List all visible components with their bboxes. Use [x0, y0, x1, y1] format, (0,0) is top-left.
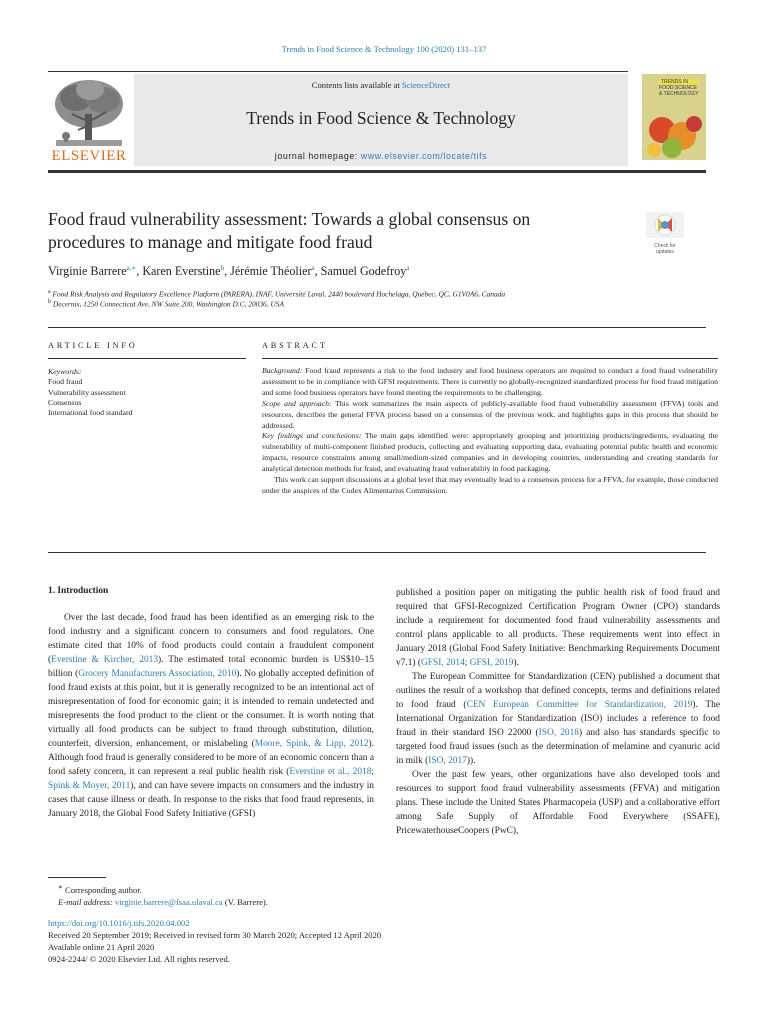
body-column-right [396, 586, 720, 838]
reference-link[interactable]: Spink & Moyer, 2011 [48, 781, 131, 791]
reference-link[interactable]: Moore, Spink, & Lipp, 2012 [254, 739, 369, 749]
affiliation: $^a$ Food Risk Analysis and Regulatory Excellence Platform (PARERA), INAF, Université Laval, 2440 boulevard Hochelaga, Québec, QC, G1V0A6, Canada [48, 289, 506, 299]
abstract-paragraph: Scope and approach: This work summarizes the main aspects of publicly-available food fraud vulnerability assessment (FFVA) tools and resources, describes the general FFVA process based on a consensus of the previous work, and highlights gaps in this process that should be addressed. [262, 398, 718, 430]
author-affiliation-mark[interactable]: a,∗ [126, 264, 137, 272]
keywords-label: Keywords: [48, 367, 82, 376]
body-paragraph: The European Committee for Standardization (CEN) published a document that outlines the result of a workshop that defined concepts, terms and definitions related to food fraud (CEN European Committee for Standardization, 2019). The International Organization for Standardization (ISO) includes a reference to food fraud in their standard ISO 22000 (ISO, 2018) and also has standards specific to targeted food fraud issues (such as the determination of melamine and cyanuric acid in milk (ISO, 2017)). [396, 672, 720, 766]
reference-link[interactable]: GFSI, 2014 [421, 658, 465, 668]
publisher-name: ELSEVIER [51, 148, 127, 164]
corresponding-author-note: ∗ Corresponding author. [58, 883, 142, 895]
reference-link[interactable]: CEN European Committee for Standardization, 2019 [466, 700, 693, 710]
homepage-line: journal homepage: www.elsevier.com/locate/tifs [274, 151, 488, 161]
available-line: Available online 21 April 2020 [48, 941, 155, 952]
affiliation: $^b$ Decernis, 1250 Connecticut Ave, NW Suite 200, Washington D.C, 20036, USA [48, 299, 284, 309]
body-paragraph: Over the past few years, other organizations have also developed tools and resources to support food fraud vulnerability assessments (FFVA) and mitigation plans. These include the United States Pharmacopeia (USP) and a collaborative effort among Safe Supply of Affordable Food Everywhere (SSAFE), PricewaterhouseCoopers (PwC), [396, 770, 720, 836]
keyword: Vulnerability assessment [48, 387, 126, 397]
reference-link[interactable]: Grocery Manufacturers Association, 2010 [78, 669, 237, 679]
abstract-paragraph: Key findings and conclusions: The main gaps identified were: appropriately grouping and prioritizing products/ingredients, evaluating the vulnerability of multi-component finished products, collecting and evaluating supporting data, evaluating potential public health and economic impacts, resource constraints among small/medium-sized companies and in developing countries, understanding and creating standards for analytical detection methods for fraud, and evaluating fraud vulnerability in food packaging. [262, 431, 718, 474]
reference-link[interactable]: ISO, 2017 [428, 756, 467, 766]
author-name[interactable]: Virginie Barrere [48, 264, 127, 279]
abstract-paragraph: Background: Food fraud represents a risk to the food industry and food business operators are required to conduct a food fraud vulnerability assessment to be in compliance with GFSI requirements. There is currently no globally-recognized standardized process for food fraud mitigation and some food business operators have found meeting the requirements to be challenging. [262, 366, 718, 397]
sciencedirect-link[interactable]: ScienceDirect [402, 80, 451, 90]
abstract-rule [262, 358, 718, 359]
crossmark-label: updates [656, 249, 674, 255]
email-link[interactable]: virginie.barrere@fsaa.ulaval.ca [114, 896, 223, 907]
author-affiliation-mark[interactable]: a [406, 264, 410, 272]
footnotes [48, 881, 708, 965]
crossmark-label: Check for [654, 243, 676, 249]
homepage-link[interactable]: www.elsevier.com/locate/tifs [360, 151, 488, 161]
abstract-heading: ABSTRACT [262, 341, 328, 350]
reference-link[interactable]: ISO, 2018 [538, 728, 579, 738]
author-name[interactable]: Karen Everstine [142, 264, 221, 279]
reference-link[interactable]: GFSI, 2019 [469, 658, 514, 668]
crossmark-icon [646, 212, 684, 238]
journal-title: Trends in Food Science & Technology [246, 108, 516, 128]
article-title: Food fraud vulnerability assessment: Towards a global consensus on procedures to manage and mitigate food fraud [48, 209, 531, 252]
copyright-line: 0924-2244/ © 2020 Elsevier Ltd. All rights reserved. [48, 953, 230, 964]
body-paragraph: published a position paper on mitigating the public health risk of food fraud and required that GFSI-Recognized Certification Program Owner (CPO) standards include a requirement for documented food fraud vulnerability assessments and control plans applicable to all products. These requirements went into effect in January 2018 (Global Food Safety Initiative: Benchmarking Requirements Document v7.1) (GFSI, 2014; GFSI, 2019). [396, 588, 720, 668]
reference-link[interactable]: Everstine et al., 2018 [289, 767, 372, 777]
body-paragraph: Over the last decade, food fraud has been identified as an emerging risk to the food industry and a significant concern to consumers and food regulators. One estimate cited that 10% of food products could contain a fraudulent component (Everstine & Kircher, 2013). The estimated total economic burden is US$10–15 billion (Grocery Manufacturers Association, 2010). No globally accepted definition of food fraud exists at this point, but it is generally recognized to be an intentional act of misrepresentation of food for economic gain; it is intended to remain undetected and misrepresents the food product to the client or the consumer. It is worth noting that virtually all food products can be subject to fraud through substitution, dilution, counterfeit, diversion, enhancement, or mislabeling (Moore, Spink, & Lipp, 2012). Although food fraud is generally considered to be more of an economic concern than a food safety concern, it can represent a real public health risk (Everstine et al., 2018; Spink & Moyer, 2011), and can have severe impacts on consumers and the industry in cases that cause illness or death. In response to the risks that food fraud represents, in January 2018, the Global Food Safety Initiative (GFSI) [48, 613, 375, 819]
author-affiliation-mark[interactable]: b [220, 264, 225, 272]
doi-link[interactable]: https://doi.org/10.1016/j.tifs.2020.04.002 [48, 917, 190, 928]
keyword: International food standard [48, 408, 133, 418]
reference-link[interactable]: Everstine & Kircher, 2013 [51, 655, 159, 665]
author-name[interactable]: Jérémie Théolier [230, 264, 312, 279]
footnote-rule [48, 877, 106, 878]
journal-citation[interactable]: Trends in Food Science & Technology 100 (2020) 131–137 [281, 44, 487, 54]
body-column-left [48, 611, 374, 821]
contents-line: Contents lists available at ScienceDirect [311, 80, 451, 90]
author-name[interactable]: Samuel Godefroy [320, 264, 407, 279]
header-rule-bottom [48, 170, 706, 173]
author-affiliation-mark[interactable]: a [311, 264, 315, 272]
author-list: Virginie Barrere$^{a,∗}$, Karen Everstine$^b$, Jérémie Théolier$^a$, Samuel Godefroy$^a$ [48, 264, 410, 279]
doi-line [48, 917, 708, 929]
keywords-block [48, 367, 132, 418]
email-note: E-mail address: virginie.barrere@fsaa.ulaval.ca (V. Barrere). [58, 896, 268, 907]
keyword: Food fraud [48, 377, 83, 387]
section-divider [48, 327, 706, 328]
introduction-heading: 1. Introduction [48, 586, 109, 596]
article-info-rule [48, 358, 246, 359]
cover-title-line: TRENDS IN [659, 79, 699, 85]
section-divider [48, 552, 706, 553]
cover-title-line: FOOD SCIENCE [659, 85, 698, 91]
article-info-heading: ARTICLE INFO [48, 341, 138, 350]
header-rule-top [48, 71, 628, 72]
elsevier-logo[interactable] [48, 74, 130, 166]
abstract-paragraph: This work can support discussions at a global level that may eventually lead to a consensus process for a FFVA, for example, those conducted under the auspices of the Codex Alimentarius Commission. [262, 475, 718, 495]
cover-title-line: & TECHNOLOGY [659, 91, 699, 97]
abstract-body [262, 366, 718, 497]
check-for-updates-badge[interactable] [646, 212, 684, 254]
journal-cover-image[interactable] [642, 74, 706, 160]
keyword: Consensus [48, 397, 82, 407]
received-line: Received 20 September 2019; Received in revised form 30 March 2020; Accepted 12 April 2020 [48, 929, 382, 940]
